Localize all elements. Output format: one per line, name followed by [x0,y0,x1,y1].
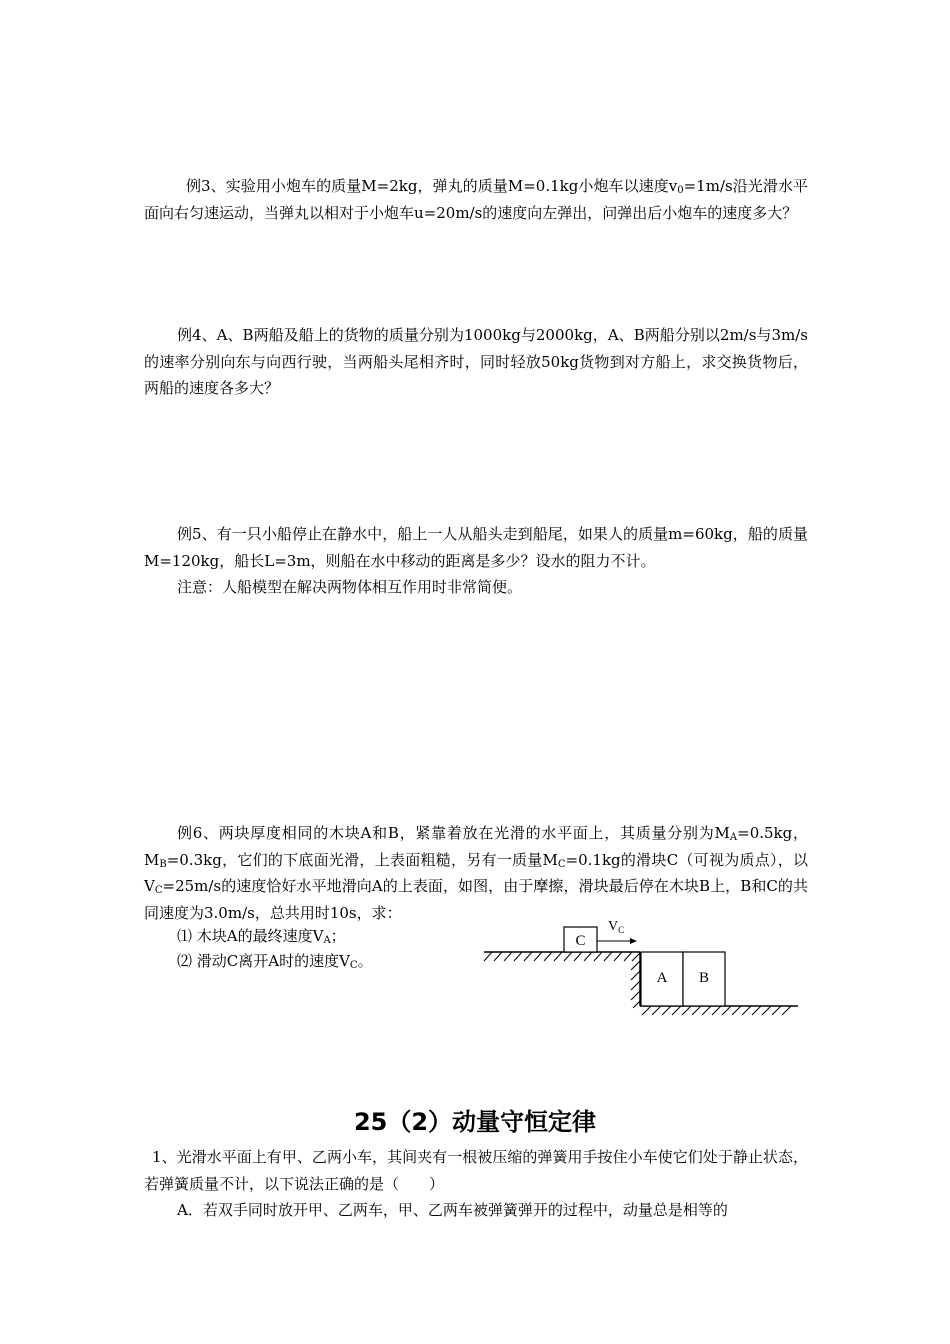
question-1-stem: 1、光滑水平面上有甲、乙两小车，其间夹有一根被压缩的弹簧用手按住小车使它们处于静止状态，若弹簧质量不计，以下说法正确的是（ ） [144,1148,808,1193]
example-5-note: 注意：人船模型在解决两物体相互作用时非常简便。 [177,578,523,596]
example-6: 例6、两块厚度相同的木块A和B，紧靠着放在光滑的水平面上，其质量分别为$M_A=0.5kg$，$M_B=0.3kg$，它们的下底面光滑，上表面粗糙，另有一质量$M_C=0.1kg$的滑块C（可视为质点），以$V_C=25m/s$的速度恰好水平地滑向A的上表面，如图，由于摩擦，滑块最后停在木块B上，B和C的共同速度为3.0m/s，总共用时10s，求： [144,824,809,922]
arrowhead-icon [630,938,637,944]
example-6-question-2: ⑵ 滑动C离开A时的速度$V_C$。 [177,952,373,971]
example-4: 例4、A、B两船及船上的货物的质量分别为1000kg与2000kg，A、B两船分别以2m/s与3m/s的速率分别向东与向西行驶，当两船头尾相齐时，同时轻放50kg货物到对方船上，求交换货物后，两船的速度各多大？ [144,326,808,397]
example-3: 例3、实验用小炮车的质量M=2kg，弹丸的质量M=0.1kg小炮车以速度$v_0=1m/s$沿光滑水平面向右匀速运动，当弹丸以相对于小炮车u=20m/s的速度向左弹出，问弹出后小炮车的速度多大？ [144,177,808,222]
upper-hatching [484,952,640,961]
block-c-label: C [575,933,586,949]
example-6-question-1: ⑴ 木块A的最终速度$V_A$； [177,927,346,946]
block-a-label: A [656,970,668,986]
section-title: 25（2）动量守恒定律 [353,1108,597,1136]
wall-hatching [631,961,640,1008]
example-6-figure [476,908,806,1023]
lower-hatching [642,1006,791,1015]
question-1-option-a: A．若双手同时放开甲、乙两车，甲、乙两车被弹簧弹开的过程中，动量总是相等的 [177,1201,728,1219]
example-5: 例5、有一只小船停止在静水中，船上一人从船头走到船尾，如果人的质量m=60kg，船的质量M=120kg，船长L=3m，则船在水中移动的距离是多少？设水的阻力不计。 注意：人船模型在解决两物体相互作用时非常简便。 [144,521,808,601]
question-1 [144,1144,808,1224]
block-b-label: B [698,970,710,986]
velocity-label: $V_C$ [608,919,625,935]
